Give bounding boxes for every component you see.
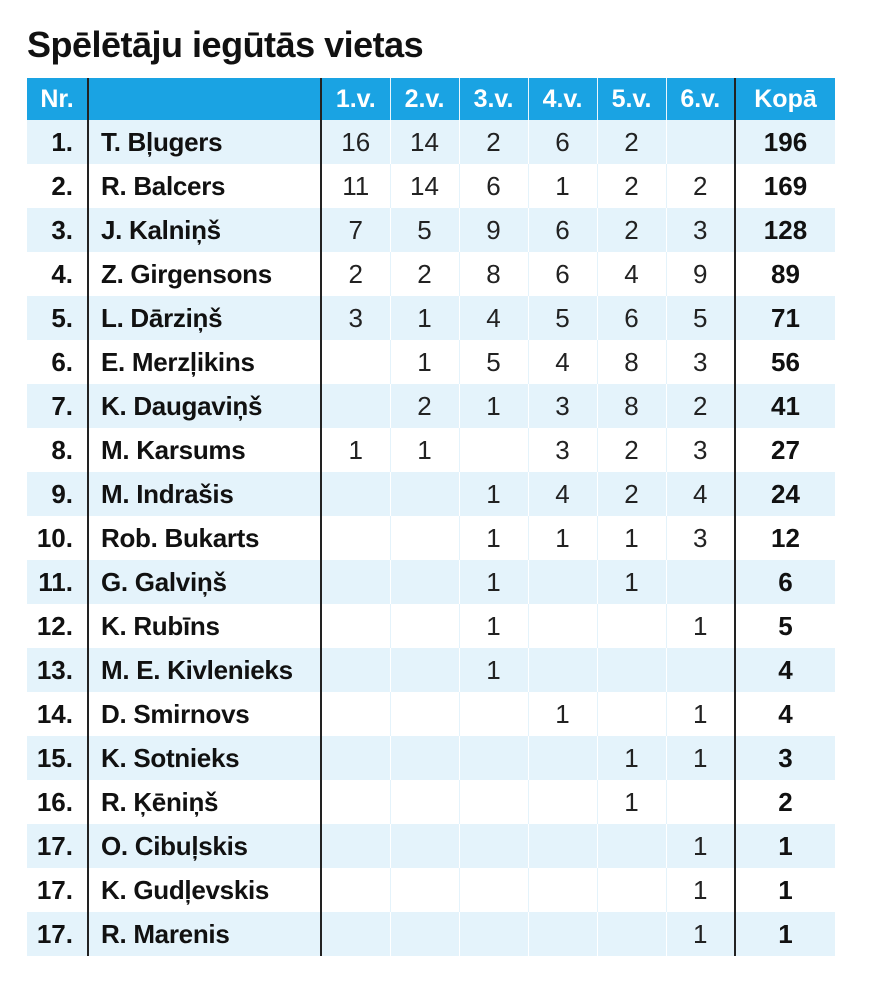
table-row (27, 516, 835, 560)
place-3-cell: 1 (459, 648, 528, 692)
table-row (27, 428, 835, 472)
place-1-cell (321, 648, 390, 692)
player-name-cell: Z. Girgensons (88, 252, 321, 296)
place-3-cell: 1 (459, 516, 528, 560)
place-5-cell: 1 (597, 516, 666, 560)
rank-cell: 1. (27, 120, 88, 164)
place-5-cell (597, 868, 666, 912)
place-1-cell: 2 (321, 252, 390, 296)
place-1-cell: 16 (321, 120, 390, 164)
place-3-cell: 8 (459, 252, 528, 296)
page-title: Spēlētāju iegūtās vietas (27, 24, 424, 65)
player-name-cell: M. E. Kivlenieks (88, 648, 321, 692)
header-row (27, 78, 835, 120)
total-cell: 12 (735, 516, 835, 560)
player-name-cell: K. Rubīns (88, 604, 321, 648)
place-6-cell: 4 (666, 472, 735, 516)
place-1-cell (321, 736, 390, 780)
table-row (27, 912, 835, 956)
place-6-cell: 3 (666, 340, 735, 384)
place-3-cell: 4 (459, 296, 528, 340)
place-5-cell: 2 (597, 120, 666, 164)
place-2-cell: 2 (390, 384, 459, 428)
place-1-cell (321, 384, 390, 428)
place-6-cell (666, 780, 735, 824)
place-1-cell: 3 (321, 296, 390, 340)
rank-cell: 8. (27, 428, 88, 472)
table-row (27, 868, 835, 912)
player-name-cell: K. Sotnieks (88, 736, 321, 780)
place-3-cell (459, 912, 528, 956)
place-2-cell (390, 516, 459, 560)
place-5-cell: 8 (597, 340, 666, 384)
total-cell: 169 (735, 164, 835, 208)
place-5-cell: 2 (597, 164, 666, 208)
place-6-cell: 5 (666, 296, 735, 340)
table-row (27, 164, 835, 208)
place-1-cell: 7 (321, 208, 390, 252)
place-1-cell (321, 340, 390, 384)
place-4-cell (528, 912, 597, 956)
rank-cell: 6. (27, 340, 88, 384)
total-cell: 24 (735, 472, 835, 516)
place-6-cell: 3 (666, 208, 735, 252)
place-6-cell: 1 (666, 736, 735, 780)
player-name-cell: J. Kalniņš (88, 208, 321, 252)
table-row (27, 472, 835, 516)
place-6-cell: 1 (666, 604, 735, 648)
place-3-cell: 2 (459, 120, 528, 164)
total-cell: 27 (735, 428, 835, 472)
total-cell: 4 (735, 648, 835, 692)
place-4-cell: 5 (528, 296, 597, 340)
place-3-cell: 5 (459, 340, 528, 384)
table-row (27, 120, 835, 164)
place-3-cell (459, 868, 528, 912)
total-cell: 89 (735, 252, 835, 296)
table-row (27, 252, 835, 296)
place-6-cell: 1 (666, 824, 735, 868)
standings-table (27, 78, 835, 956)
player-name-cell: E. Merzļikins (88, 340, 321, 384)
place-4-cell: 4 (528, 340, 597, 384)
rank-cell: 17. (27, 824, 88, 868)
player-name-cell: R. Ķēniņš (88, 780, 321, 824)
header-place-6: 6.v. (666, 78, 735, 120)
place-2-cell (390, 736, 459, 780)
place-6-cell: 2 (666, 164, 735, 208)
place-1-cell: 1 (321, 428, 390, 472)
rank-cell: 13. (27, 648, 88, 692)
place-5-cell: 1 (597, 736, 666, 780)
total-cell: 71 (735, 296, 835, 340)
header-nr: Nr. (27, 78, 88, 120)
place-3-cell: 1 (459, 560, 528, 604)
place-6-cell (666, 648, 735, 692)
total-cell: 41 (735, 384, 835, 428)
total-cell: 128 (735, 208, 835, 252)
place-6-cell: 1 (666, 868, 735, 912)
place-5-cell (597, 648, 666, 692)
total-cell: 3 (735, 736, 835, 780)
place-5-cell (597, 692, 666, 736)
player-name-cell: K. Gudļevskis (88, 868, 321, 912)
place-3-cell: 6 (459, 164, 528, 208)
total-cell: 1 (735, 824, 835, 868)
place-3-cell (459, 824, 528, 868)
place-4-cell (528, 868, 597, 912)
place-5-cell: 2 (597, 208, 666, 252)
place-5-cell: 4 (597, 252, 666, 296)
place-5-cell: 8 (597, 384, 666, 428)
place-4-cell: 6 (528, 120, 597, 164)
total-cell: 1 (735, 912, 835, 956)
place-4-cell: 6 (528, 208, 597, 252)
total-cell: 2 (735, 780, 835, 824)
place-4-cell (528, 824, 597, 868)
rank-cell: 9. (27, 472, 88, 516)
place-4-cell (528, 736, 597, 780)
place-1-cell (321, 824, 390, 868)
place-2-cell (390, 912, 459, 956)
place-2-cell: 1 (390, 340, 459, 384)
place-3-cell: 1 (459, 472, 528, 516)
header-place-4: 4.v. (528, 78, 597, 120)
place-4-cell: 4 (528, 472, 597, 516)
table-row (27, 824, 835, 868)
place-6-cell (666, 560, 735, 604)
table-row (27, 692, 835, 736)
rank-cell: 3. (27, 208, 88, 252)
place-2-cell (390, 560, 459, 604)
player-name-cell: M. Indrašis (88, 472, 321, 516)
place-2-cell: 1 (390, 296, 459, 340)
place-5-cell: 2 (597, 472, 666, 516)
header-name (88, 78, 321, 120)
place-6-cell: 9 (666, 252, 735, 296)
place-6-cell: 1 (666, 912, 735, 956)
place-1-cell (321, 472, 390, 516)
place-4-cell (528, 780, 597, 824)
place-2-cell: 2 (390, 252, 459, 296)
place-2-cell: 14 (390, 120, 459, 164)
player-name-cell: D. Smirnovs (88, 692, 321, 736)
table-body (27, 120, 835, 956)
player-name-cell: L. Dārziņš (88, 296, 321, 340)
place-1-cell: 11 (321, 164, 390, 208)
table-row (27, 384, 835, 428)
place-6-cell (666, 120, 735, 164)
place-2-cell (390, 824, 459, 868)
place-2-cell (390, 868, 459, 912)
place-3-cell: 1 (459, 604, 528, 648)
place-1-cell (321, 560, 390, 604)
place-4-cell (528, 648, 597, 692)
player-name-cell: O. Cibuļskis (88, 824, 321, 868)
rank-cell: 14. (27, 692, 88, 736)
rank-cell: 16. (27, 780, 88, 824)
place-2-cell (390, 472, 459, 516)
place-6-cell: 1 (666, 692, 735, 736)
total-cell: 1 (735, 868, 835, 912)
place-3-cell: 1 (459, 384, 528, 428)
header-place-1: 1.v. (321, 78, 390, 120)
place-2-cell: 14 (390, 164, 459, 208)
place-4-cell: 1 (528, 516, 597, 560)
place-3-cell (459, 692, 528, 736)
place-2-cell (390, 780, 459, 824)
total-cell: 56 (735, 340, 835, 384)
place-5-cell: 6 (597, 296, 666, 340)
player-name-cell: K. Daugaviņš (88, 384, 321, 428)
rank-cell: 12. (27, 604, 88, 648)
place-1-cell (321, 692, 390, 736)
player-name-cell: R. Marenis (88, 912, 321, 956)
place-3-cell: 9 (459, 208, 528, 252)
rank-cell: 11. (27, 560, 88, 604)
table-row (27, 736, 835, 780)
place-2-cell: 5 (390, 208, 459, 252)
table-row (27, 560, 835, 604)
place-4-cell: 1 (528, 692, 597, 736)
total-cell: 5 (735, 604, 835, 648)
table-row (27, 340, 835, 384)
header-place-3: 3.v. (459, 78, 528, 120)
place-4-cell (528, 560, 597, 604)
player-name-cell: T. Bļugers (88, 120, 321, 164)
place-3-cell (459, 780, 528, 824)
place-1-cell (321, 516, 390, 560)
place-4-cell: 3 (528, 428, 597, 472)
table-row (27, 780, 835, 824)
rank-cell: 17. (27, 912, 88, 956)
total-cell: 196 (735, 120, 835, 164)
place-1-cell (321, 912, 390, 956)
header-place-5: 5.v. (597, 78, 666, 120)
table-row (27, 296, 835, 340)
place-5-cell (597, 604, 666, 648)
place-2-cell (390, 604, 459, 648)
place-5-cell: 2 (597, 428, 666, 472)
table-header (27, 78, 835, 120)
place-1-cell (321, 868, 390, 912)
total-cell: 4 (735, 692, 835, 736)
place-4-cell: 3 (528, 384, 597, 428)
place-5-cell: 1 (597, 560, 666, 604)
rank-cell: 10. (27, 516, 88, 560)
table-row (27, 208, 835, 252)
place-5-cell (597, 912, 666, 956)
place-6-cell: 3 (666, 428, 735, 472)
rank-cell: 5. (27, 296, 88, 340)
place-4-cell: 1 (528, 164, 597, 208)
place-5-cell (597, 824, 666, 868)
total-cell: 6 (735, 560, 835, 604)
place-6-cell: 3 (666, 516, 735, 560)
place-4-cell (528, 604, 597, 648)
player-name-cell: Rob. Bukarts (88, 516, 321, 560)
place-6-cell: 2 (666, 384, 735, 428)
place-1-cell (321, 604, 390, 648)
place-1-cell (321, 780, 390, 824)
place-2-cell: 1 (390, 428, 459, 472)
player-name-cell: R. Balcers (88, 164, 321, 208)
place-2-cell (390, 692, 459, 736)
place-2-cell (390, 648, 459, 692)
player-name-cell: G. Galviņš (88, 560, 321, 604)
player-name-cell: M. Karsums (88, 428, 321, 472)
table-row (27, 648, 835, 692)
place-4-cell: 6 (528, 252, 597, 296)
header-place-2: 2.v. (390, 78, 459, 120)
rank-cell: 17. (27, 868, 88, 912)
rank-cell: 7. (27, 384, 88, 428)
rank-cell: 15. (27, 736, 88, 780)
table-row (27, 604, 835, 648)
header-total: Kopā (735, 78, 835, 120)
place-5-cell: 1 (597, 780, 666, 824)
rank-cell: 2. (27, 164, 88, 208)
place-3-cell (459, 736, 528, 780)
place-3-cell (459, 428, 528, 472)
rank-cell: 4. (27, 252, 88, 296)
